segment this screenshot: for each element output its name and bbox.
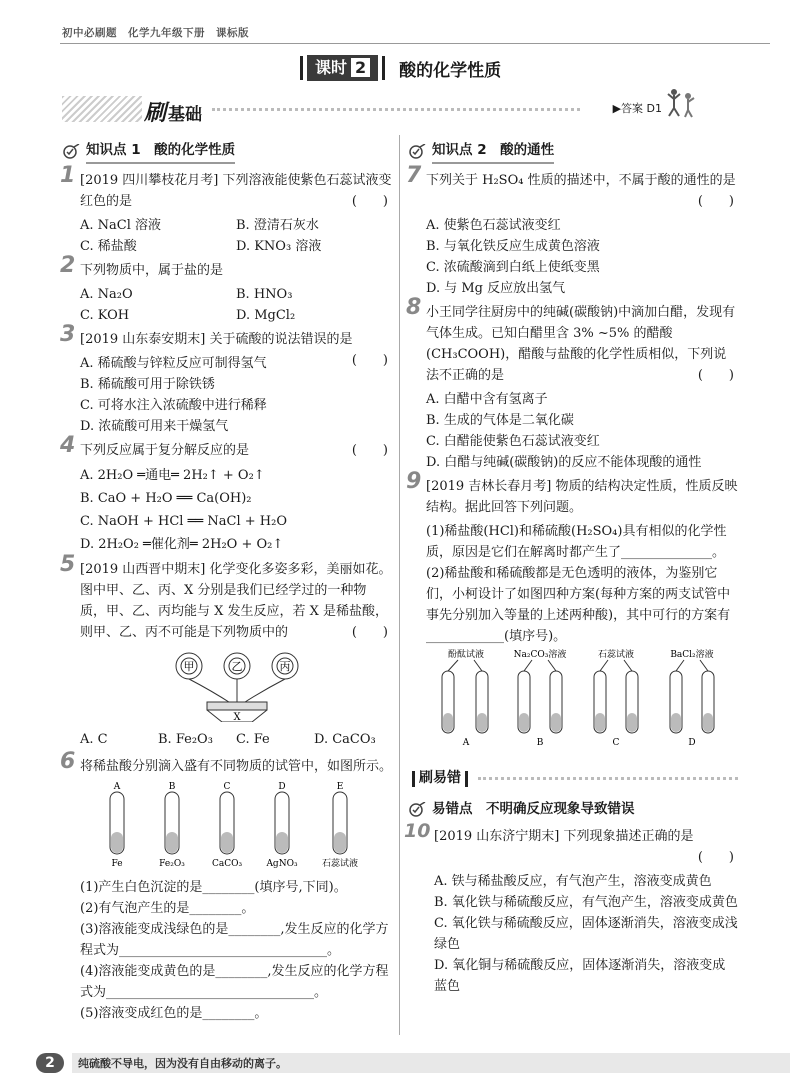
option[interactable]: D. 白醋与纯碱(碳酸钠)的反应不能体现酸的通性 (426, 455, 702, 470)
question-5-options (62, 729, 392, 750)
svg-text:Fe: Fe (111, 859, 123, 869)
option[interactable]: A. 白醋中含有氢离子 (426, 392, 548, 407)
option[interactable]: C. 浓硫酸滴到白纸上使纸变黑 (426, 260, 600, 275)
option[interactable]: B. 生成的气体是二氧化碳 (426, 413, 574, 428)
footer-tip: 纯硫酸不导电，因为没有自由移动的离子。 (72, 1053, 790, 1073)
svg-text:B: B (536, 738, 544, 747)
question-5: 5 [2019 山西晋中期末] 化学变化多姿多彩，美丽如花。图中甲、乙、丙、X 分别是我们已经学过的一种物质，甲、乙、丙均能与 X 发生反应，若 X 是稀盐酸，则甲、乙、丙不可能是下列物质中的 ( ) (60, 552, 392, 640)
option[interactable]: D. 2H₂O₂ ═催化剂═ 2H₂O + O₂↑ (80, 537, 284, 552)
question-10-options (408, 871, 738, 997)
pot-label: X (233, 712, 241, 722)
question-1-options (62, 215, 392, 257)
option[interactable]: C. Fe (236, 732, 270, 747)
tube-b (159, 782, 185, 869)
option[interactable]: A. C (80, 732, 108, 747)
reagent-tubes-figure (408, 647, 738, 747)
question-9: 9 [2019 吉林长春月考] 物质的结构决定性质，性质反映结构。据此回答下列问题。 (406, 469, 738, 515)
svg-text:E: E (336, 782, 344, 792)
option[interactable]: C. 可将水注入浓硫酸中进行稀释 (80, 398, 267, 413)
option[interactable]: B. CaO + H₂O ══ Ca(OH)₂ (80, 491, 252, 506)
page-title (300, 55, 501, 81)
option[interactable]: D. 氧化铜与稀硫酸反应，固体逐渐消失，溶液变成蓝色 (434, 958, 726, 994)
pencil-check-icon (62, 144, 80, 160)
section-label: 刷 基础 (144, 101, 203, 126)
right-column (404, 140, 738, 997)
svg-text:B: B (168, 782, 176, 792)
option[interactable]: C. 稀盐酸 (80, 239, 137, 254)
left-column (62, 140, 392, 1024)
option[interactable]: C. 氧化铁与稀硫酸反应，固体逐渐消失，溶液变成浅绿色 (434, 916, 738, 952)
svg-text:乙: 乙 (231, 660, 243, 673)
tube-e (322, 782, 358, 869)
option[interactable]: C. NaOH + HCl ══ NaCl + H₂O (80, 514, 287, 529)
flower-jia (176, 653, 202, 679)
question-3-options (62, 353, 392, 437)
svg-text:BaCl₂溶液: BaCl₂溶液 (670, 650, 714, 660)
lesson-title: 酸的化学性质 (399, 60, 502, 81)
option[interactable]: A. 铁与稀盐酸反应，有气泡产生，溶液变成黄色 (434, 874, 712, 889)
option[interactable]: C. KOH (80, 308, 130, 323)
tube-c (212, 782, 243, 869)
knowledge-point-2: 知识点 2 酸的通性 (408, 140, 738, 164)
option[interactable]: A. 使紫色石蕊试液变红 (426, 218, 561, 233)
svg-text:CaCO₃: CaCO₃ (211, 859, 243, 869)
svg-text:甲: 甲 (183, 660, 195, 673)
option[interactable]: A. NaCl 溶液 (80, 218, 162, 233)
scheme-a (442, 648, 488, 747)
flower-yi (224, 653, 250, 679)
question-2-options (62, 284, 392, 326)
question-1: 1 [2019 四川攀枝花月考] 下列溶液能使紫色石蕊试液变红色的是 ( ) (60, 163, 392, 209)
svg-text:石蕊试液: 石蕊试液 (321, 859, 359, 869)
question-7-options (408, 215, 738, 299)
svg-text:Na₂CO₃溶液: Na₂CO₃溶液 (513, 650, 567, 660)
pencil-check-icon (408, 144, 426, 160)
question-6-subs: (1)产生白色沉淀的是________(填序号,下同)。 (2)有气泡产生的是________。 (3)溶液能变成浅绿色的是________,发生反应的化学方程式为________________________________。 (4)溶液能变成黄色的是________,发生反应的化学方程式为________________________________。 (5)溶液变成红色的是________。 (80, 880, 389, 1021)
page-number: 2 (36, 1053, 64, 1073)
knowledge-point-1: 知识点 1 酸的化学性质 (62, 140, 392, 164)
option[interactable]: B. 稀硫酸可用于除铁锈 (80, 377, 215, 392)
svg-text:A: A (113, 782, 121, 792)
svg-text:酚酞试液: 酚酞试液 (447, 650, 485, 660)
svg-text:丙: 丙 (279, 660, 291, 673)
mascot-icon (666, 86, 698, 118)
column-divider (399, 135, 400, 1035)
svg-text:Fe₂O₃: Fe₂O₃ (159, 859, 185, 869)
scheme-d (670, 648, 714, 747)
option[interactable]: B. 氧化铁与稀硫酸反应，有气泡产生，溶液变成黄色 (434, 895, 738, 910)
option[interactable]: A. 稀硫酸与锌粒反应可制得氢气 (80, 356, 267, 371)
error-point: 易错点 不明确反应现象导致错误 (408, 799, 738, 820)
question-10: 10 [2019 山东济宁期末] 下列现象描述正确的是 ( ) (404, 820, 734, 865)
question-8-options (408, 389, 738, 473)
option[interactable]: B. 澄清石灰水 (236, 218, 319, 233)
svg-text:石蕊试液: 石蕊试液 (597, 650, 635, 660)
error-prone-header: 刷易错 (408, 768, 738, 789)
question-2: 2 下列物质中，属于盐的是 (60, 253, 224, 278)
svg-text:D: D (688, 738, 696, 747)
svg-text:D: D (278, 782, 286, 792)
option[interactable]: B. HNO₃ (236, 287, 293, 302)
question-6: 6 将稀盐酸分别滴入盛有不同物质的试管中，如图所示。 (60, 749, 393, 774)
option[interactable]: C. 白醋能使紫色石蕊试液变红 (426, 434, 600, 449)
running-header: 初中必刷题 化学九年级下册 课标版 (62, 27, 249, 39)
tube-d (265, 782, 298, 869)
flower-diagram (62, 646, 392, 722)
section-band (62, 96, 740, 126)
option[interactable]: B. Fe₂O₃ (158, 732, 213, 747)
question-7: 7 下列关于 H₂SO₄ 性质的描述中，不属于酸的通性的是 ( ) (406, 163, 736, 209)
option[interactable]: D. CaCO₃ (314, 732, 376, 747)
svg-text:C: C (612, 738, 620, 747)
option[interactable]: B. 与氧化铁反应生成黄色溶液 (426, 239, 600, 254)
tube-a (110, 782, 124, 869)
question-4-options (62, 464, 392, 556)
option[interactable]: D. 与 Mg 反应放出氢气 (426, 281, 566, 296)
lesson-badge: 课时 2 (307, 55, 378, 81)
svg-text:A: A (462, 738, 470, 747)
question-8: 8 小王同学往厨房中的纯碱(碳酸钠)中滴加白醋，发现有气体生成。已知白醋里含 3% ~5% 的醋酸(CH₃COOH)，醋酸与盐酸的化学性质相似，下列说法不正确的是 ( ) (406, 295, 736, 383)
pencil-check-icon (408, 802, 426, 818)
option[interactable]: D. 浓硫酸可用来干燥氢气 (80, 419, 229, 434)
option[interactable]: A. Na₂O (80, 287, 133, 302)
header-rule (60, 43, 770, 44)
option[interactable]: D. KNO₃ 溶液 (236, 239, 322, 254)
answer-ref: ▶答案 D1 (612, 102, 662, 115)
scheme-c (594, 648, 638, 747)
question-9-subs: (1)稀盐酸(HCl)和稀硫酸(H₂SO₄)具有相似的化学性质，原因是它们在解离时都产生了______________。 (2)稀盐酸和稀硫酸都是无色透明的液体，为鉴别它们，小柯设计了如图四种方案(每种方案的两支试管中事先分别加入等量的上述两种酸)，其中可行的方案有____________(填序号)。 (426, 524, 731, 644)
scheme-b (514, 648, 567, 747)
flower-bing (272, 653, 298, 679)
option[interactable]: A. 2H₂O ═通电═ 2H₂↑ + O₂↑ (80, 468, 265, 483)
svg-text:C: C (223, 782, 231, 792)
question-4: 4 下列反应属于复分解反应的是 ( ) (60, 433, 388, 458)
test-tubes-figure (62, 780, 392, 870)
option[interactable]: D. MgCl₂ (236, 308, 296, 323)
svg-text:AgNO₃: AgNO₃ (266, 859, 298, 869)
question-3: 3 [2019 山东泰安期末] 关于硫酸的说法错误的是 ( ) (60, 322, 388, 368)
